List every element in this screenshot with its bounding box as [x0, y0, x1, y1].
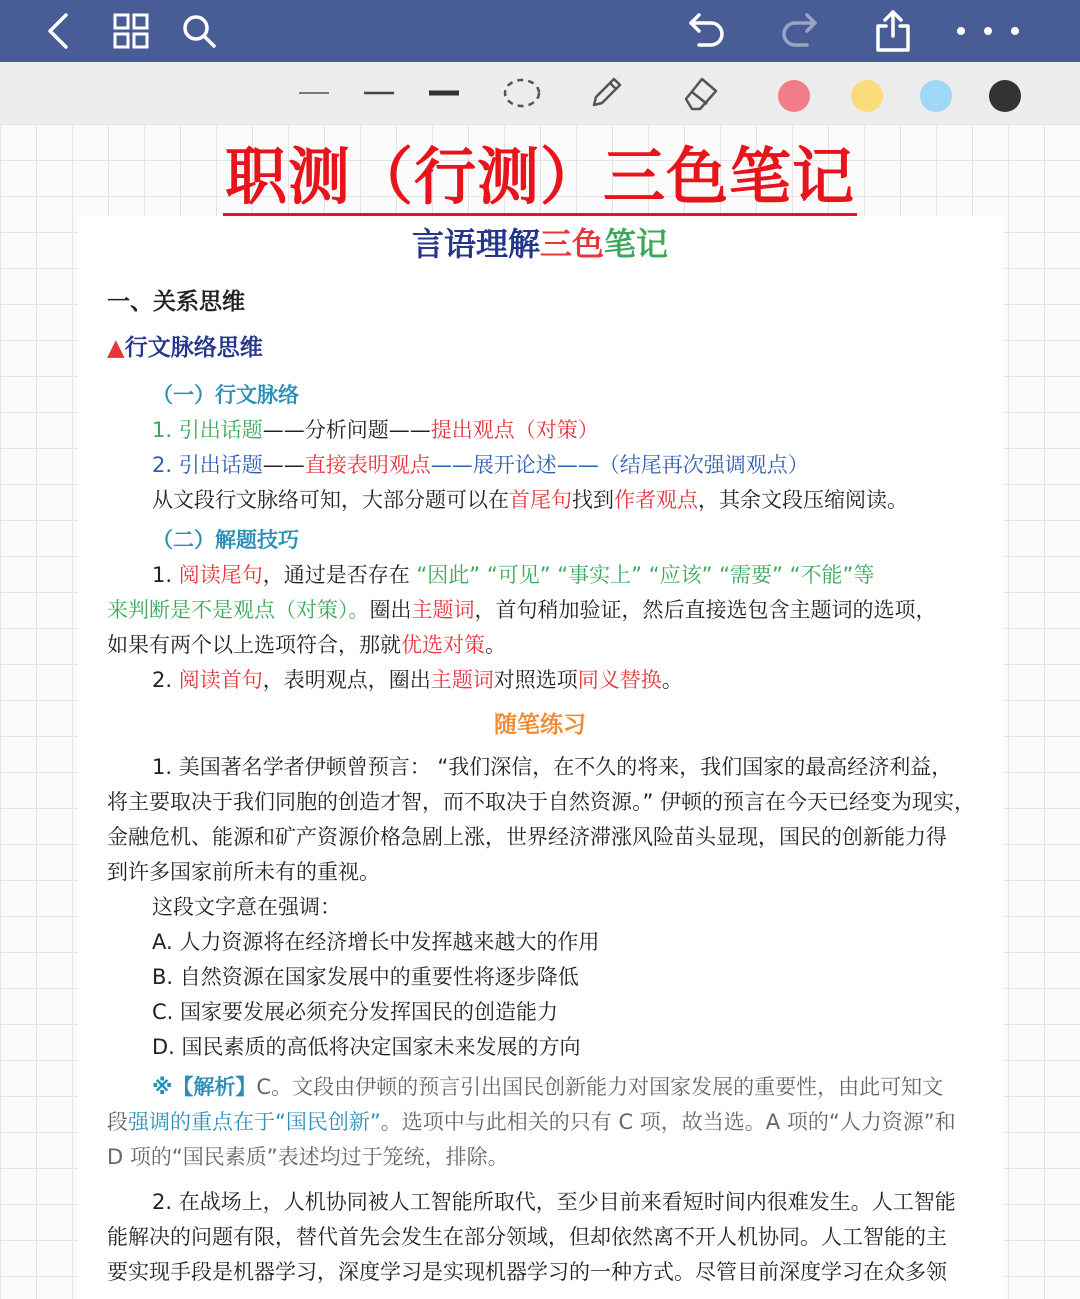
tip-line-4: 2. 阅读首句，表明观点，圈出主题词对照选项同义替换。 — [152, 668, 683, 692]
tip-line-3: 如果有两个以上选项符合，那就优选对策。 — [107, 633, 506, 657]
option-d: D. 国民素质的高低将决定国家未来发展的方向 — [152, 1035, 581, 1059]
question-1-prompt: 这段文字意在强调： — [152, 895, 341, 919]
eraser-icon[interactable] — [678, 72, 724, 114]
question-1-line: 金融危机、能源和矿产资源价格急剧上涨，世界经济滞涨风险苗头显现，国民的创新能力得 — [107, 825, 947, 849]
back-icon[interactable] — [36, 8, 82, 54]
question-1-line: 1. 美国著名学者伊顿曾预言： “我们深信，在不久的将来，我们国家的最高经济利益， — [152, 755, 953, 779]
drawing-toolbar — [0, 62, 1080, 124]
question-2-line: 要实现手段是机器学习，深度学习是实现机器学习的一种方式。尽管目前深度学习在众多领 — [107, 1260, 947, 1284]
heading-1: 一、关系思维 — [107, 289, 245, 315]
medium-line-icon[interactable] — [356, 72, 402, 114]
page-subtitle: 言语理解三色笔记 — [411, 225, 669, 263]
section-title-2: （二）解题技巧 — [152, 528, 299, 552]
color-swatch-pink[interactable] — [778, 80, 810, 112]
thin-line-icon[interactable] — [291, 72, 337, 114]
analysis-line-1: ※【解析】C。文段由伊顿的预言引出国民创新能力对国家发展的重要性，由此可知文 — [152, 1075, 944, 1099]
thick-line-icon[interactable] — [421, 72, 467, 114]
more-icon[interactable] — [952, 8, 1024, 54]
analysis-line-3: D 项的“国民素质”表述均过于笼统，排除。 — [107, 1145, 509, 1169]
option-a: A. 人力资源将在经济增长中发挥越来越大的作用 — [152, 930, 600, 954]
question-2-line: 能解决的问题有限，替代首先会发生在部分领域，但却依然离不开人机协同。人工智能的主 — [107, 1225, 947, 1249]
top-nav-bar — [0, 0, 1080, 62]
analysis-line-2: 段强调的重点在于“国民创新”。选项中与此相关的只有 C 项，故当选。A 项的“人力资源”和 — [107, 1110, 956, 1134]
question-1-line: 到许多国家前所未有的重视。 — [107, 860, 380, 884]
redo-icon[interactable] — [776, 8, 822, 54]
outline-line-2: 2. 引出话题——直接表明观点——展开论述——（结尾再次强调观点） — [152, 453, 809, 477]
search-icon[interactable] — [176, 8, 222, 54]
option-b: B. 自然资源在国家发展中的重要性将逐步降低 — [152, 965, 579, 989]
grid-icon[interactable] — [108, 8, 154, 54]
tip-line-1: 1. 阅读尾句，通过是否存在 “因此” “可见” “事实上” “应该” “需要” “不能”等 — [152, 563, 875, 587]
practice-heading: 随笔练习 — [494, 712, 586, 738]
color-swatch-blue[interactable] — [920, 80, 952, 112]
share-icon[interactable] — [870, 8, 916, 54]
question-2-line: 2. 在战场上，人机协同被人工智能所取代，至少目前来看短时间内很难发生。人工智能 — [152, 1190, 956, 1214]
lasso-icon[interactable] — [499, 72, 545, 114]
outline-line-1: 1. 引出话题——分析问题——提出观点（对策） — [152, 418, 599, 442]
question-1-line: 将主要取决于我们同胞的创造才智，而不取决于自然资源。” 伊顿的预言在今天已经变为现实， — [107, 790, 976, 814]
handwritten-title: 职测（行测）三色笔记 — [0, 142, 1080, 212]
option-c: C. 国家要发展必须充分发挥国民的创造能力 — [152, 1000, 559, 1024]
section-title-1: （一）行文脉络 — [152, 383, 299, 407]
tip-line-2: 来判断是不是观点（对策）。圈出主题词，首句稍加验证，然后直接选包含主题词的选项， — [107, 598, 937, 622]
color-swatch-yellow[interactable] — [851, 80, 883, 112]
note-canvas[interactable] — [0, 124, 1080, 1299]
pencil-icon[interactable] — [583, 72, 629, 114]
outline-line-3: 从文段行文脉络可知，大部分题可以在首尾句找到作者观点，其余文段压缩阅读。 — [152, 488, 908, 512]
color-swatch-black[interactable] — [989, 80, 1021, 112]
undo-icon[interactable] — [684, 8, 730, 54]
heading-2: ▲行文脉络思维 — [107, 335, 263, 361]
